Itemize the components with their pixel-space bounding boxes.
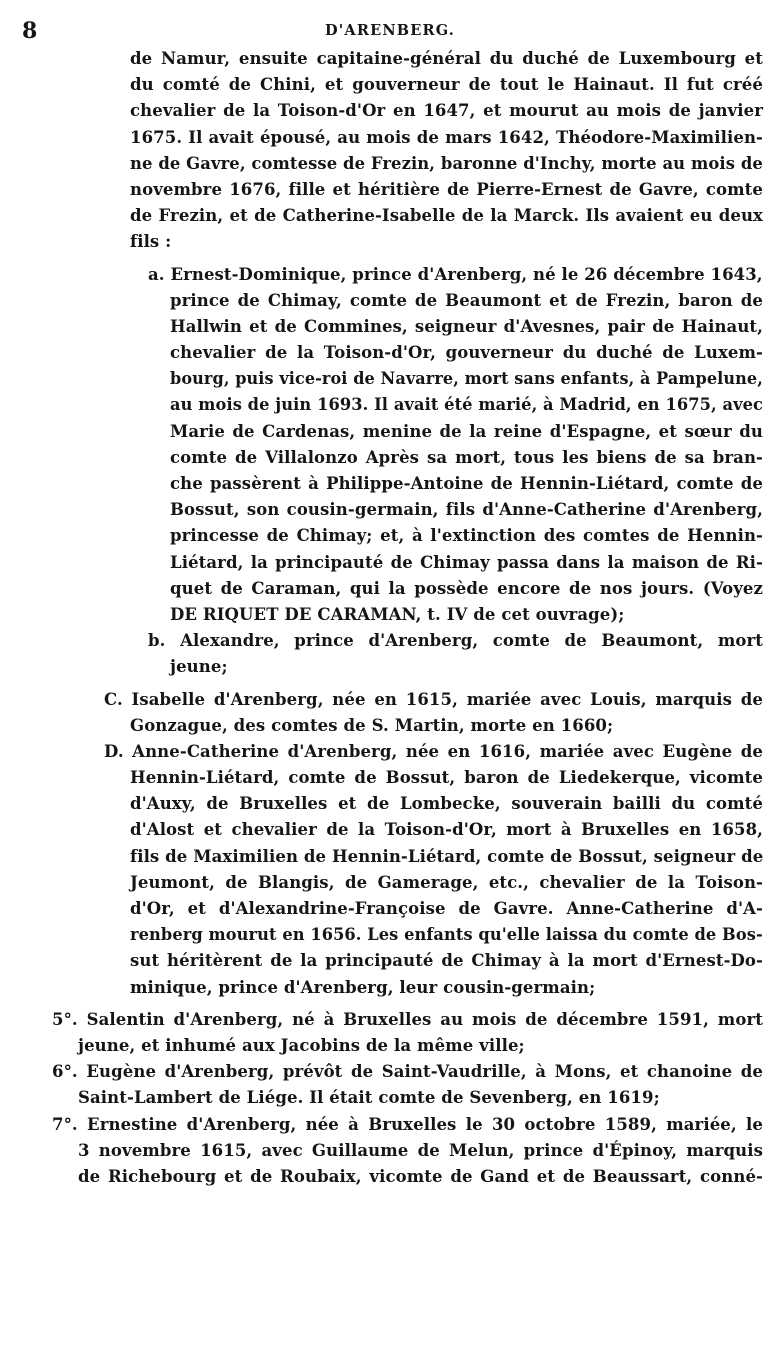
page-number: 8 <box>22 18 38 44</box>
text-line: prince de Chimay, comte de Beaumont et de Frezin, baron de <box>170 290 763 310</box>
text-line: Hallwin et de Commines, seigneur d'Avesnes, pair de Hainaut, <box>170 316 763 336</box>
list-item-7: 7°. Ernestine d'Arenberg, née à Bruxelles le 30 octobre 1589, mariée, le <box>52 1114 763 1134</box>
text-line: chevalier de la Toison-d'Or, gouverneur du duché de Luxem- <box>170 343 763 363</box>
text-line: bourg, puis vice-roi de Navarre, mort sans enfants, à Pampelune, <box>170 369 763 389</box>
text-line: Marie de Cardenas, menine de la reine d'Espagne, et sœur du <box>170 421 763 441</box>
text-line: sut héritèrent de la principauté de Chimay à la mort d'Ernest-Do- <box>130 951 763 971</box>
text-line: che passèrent à Philippe-Antoine de Hennin-Liétard, comte de <box>170 474 763 493</box>
text-line: Jeumont, de Blangis, de Gamerage, etc., chevalier de la Toison- <box>130 872 763 892</box>
text-line: du comté de Chini, et gouverneur de tout le Hainaut. Il fut créé <box>130 75 763 95</box>
text-line: Hennin-Liétard, comte de Bossut, baron de Liedekerque, vicomte <box>130 768 763 788</box>
text-line: de Richebourg et de Roubaix, vicomte de Gand et de Beaussart, conné- <box>78 1166 763 1186</box>
list-item-c: C. Isabelle d'Arenberg, née en 1615, mariée avec Louis, marquis de <box>104 689 763 709</box>
text-line: Gonzague, des comtes de S. Martin, morte en 1660; <box>130 715 614 735</box>
text-line: fils : <box>130 232 172 252</box>
text-line: Liétard, la principauté de Chimay passa dans la maison de Ri- <box>170 552 763 572</box>
text-line: de Frezin, et de Catherine-Isabelle de la Marck. Ils avaient eu deux <box>130 206 763 226</box>
text-line: chevalier de la Toison-d'Or en 1647, et mourut au mois de janvier <box>130 101 763 121</box>
text-line: 3 novembre 1615, avec Guillaume de Melun, prince d'Épinoy, marquis <box>78 1140 763 1160</box>
text-line: quet de Caraman, qui la possède encore de nos jours. (Voyez <box>170 578 763 598</box>
text-line: d'Auxy, de Bruxelles et de Lombecke, souverain bailli du comté <box>130 794 763 814</box>
text-line: fils de Maximilien de Hennin-Liétard, comte de Bossut, seigneur de <box>130 846 764 866</box>
text-line: 1675. Il avait épousé, au mois de mars 1642, Théodore-Maximilien- <box>130 127 763 147</box>
text-line: jeune; <box>170 657 228 677</box>
text-line: princesse de Chimay; et, à l'extinction des comtes de Hennin- <box>170 526 763 546</box>
text-line: renberg mourut en 1656. Les enfants qu'elle laissa du comte de Bos- <box>130 925 763 945</box>
list-item-5: 5°. Salentin d'Arenberg, né à Bruxelles au mois de décembre 1591, mort <box>52 1009 763 1029</box>
text-body <box>0 46 780 1190</box>
list-item-d: D. Anne-Catherine d'Arenberg, née en 1616, mariée avec Eugène de <box>104 741 763 761</box>
text-line: minique, prince d'Arenberg, leur cousin-germain; <box>130 977 596 997</box>
text-line: comte de Villalonzo Après sa mort, tous les biens de sa bran- <box>170 447 763 467</box>
text-line: Saint-Lambert de Liége. Il était comte de Sevenberg, en 1619; <box>78 1088 660 1108</box>
text-line: Bossut, son cousin-germain, fils d'Anne-Catherine d'Arenberg, <box>170 500 763 520</box>
text-line: novembre 1676, fille et héritière de Pierre-Ernest de Gavre, comte <box>130 179 763 199</box>
text-line: d'Alost et chevalier de la Toison-d'Or, mort à Bruxelles en 1658, <box>130 820 763 840</box>
running-head: D'ARENBERG. <box>324 22 456 39</box>
text-line: d'Or, et d'Alexandrine-Françoise de Gavre. Anne-Catherine d'A- <box>130 899 763 918</box>
text-line: ne de Gavre, comtesse de Frezin, baronne d'Inchy, morte au mois de <box>130 153 763 173</box>
list-item-b: b. Alexandre, prince d'Arenberg, comte de Beaumont, mort <box>148 631 763 651</box>
text-line: au mois de juin 1693. Il avait été marié, à Madrid, en 1675, avec <box>170 395 764 415</box>
text-line: jeune, et inhumé aux Jacobins de la même ville; <box>78 1035 525 1055</box>
page-header <box>0 16 780 46</box>
text-line: DE RIQUET DE CARAMAN, t. IV de cet ouvrage); <box>170 604 625 624</box>
text-line: de Namur, ensuite capitaine-général du duché de Luxembourg et <box>130 49 763 68</box>
list-item-6: 6°. Eugène d'Arenberg, prévôt de Saint-Vaudrille, à Mons, et chanoine de <box>52 1062 763 1082</box>
list-item-a: a. Ernest-Dominique, prince d'Arenberg, né le 26 décembre 1643, <box>148 264 763 284</box>
